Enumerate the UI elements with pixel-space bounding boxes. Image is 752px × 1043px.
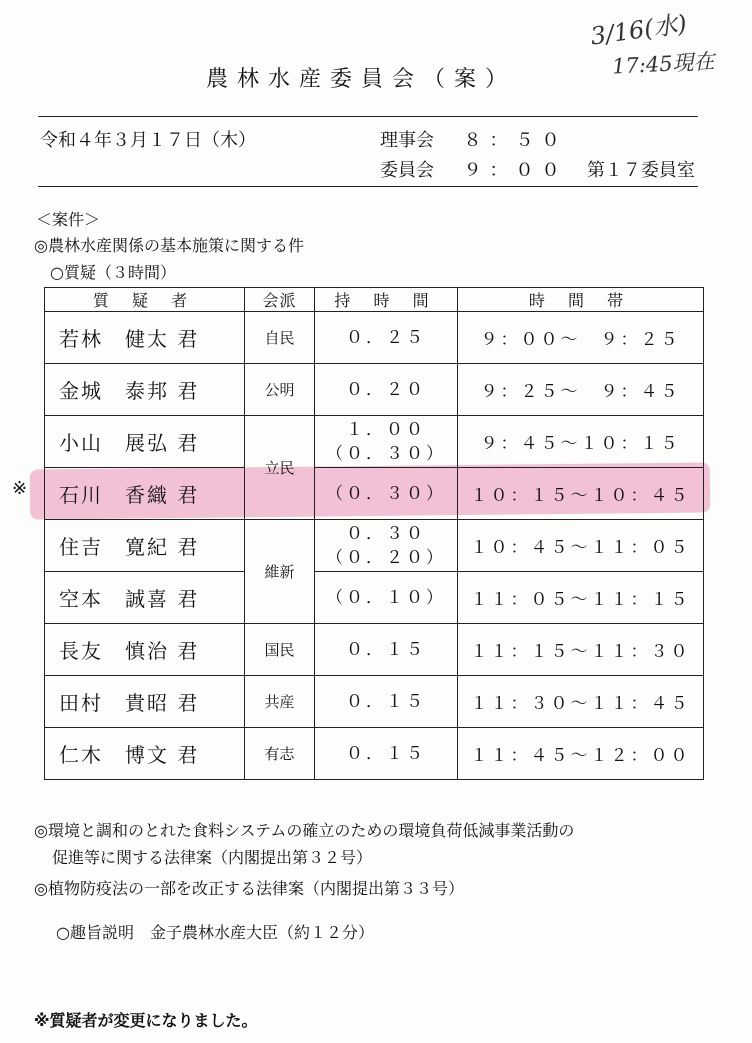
- agenda-label: ＜案件＞: [36, 210, 101, 229]
- bottom-rule: [38, 186, 698, 187]
- time-line: （０．３０）: [326, 483, 446, 504]
- time-band: １０：４５～１１：０５: [458, 520, 704, 572]
- rijikai-line: [380, 126, 567, 152]
- time-band: １１：４５～１２：００: [458, 728, 704, 780]
- agenda-item-2-line1: ◎環境と調和のとれた食料システムの確立のための環境負荷低減事業活動の: [34, 821, 575, 840]
- questioner-name: 石川 香織 君: [45, 468, 245, 520]
- party-cell: 維新: [245, 520, 315, 624]
- questioner-name: 小山 展弘 君: [45, 416, 245, 468]
- allotted-time: [315, 728, 458, 780]
- time-band: １１：３０～１１：４５: [458, 676, 704, 728]
- time-line: ０．１５: [346, 743, 426, 764]
- table-row: [45, 312, 704, 364]
- handwritten-date: 3/16(水): [588, 9, 689, 51]
- questioner-name: 長友 慎治 君: [45, 624, 245, 676]
- party-cell: 自民: [245, 312, 315, 364]
- table-row: [45, 416, 704, 468]
- allotted-time: [315, 364, 458, 416]
- questioner-name: 住吉 寛紀 君: [45, 520, 245, 572]
- header-time: 持 時 間: [315, 288, 458, 312]
- questioner-name: 金城 泰邦 君: [45, 364, 245, 416]
- iinkai-room: 第１７委員室: [586, 160, 695, 181]
- party-cell: 共産: [245, 676, 315, 728]
- change-marker: ※: [12, 478, 28, 499]
- time-line: １．００: [346, 419, 426, 440]
- table-row: [45, 572, 704, 624]
- agenda-item-3: ◎植物防疫法の一部を改正する法律案（内閣提出第３３号）: [34, 879, 464, 898]
- iinkai-label: 委員会: [380, 160, 434, 181]
- time-band: ９：４５～１０：１５: [458, 416, 704, 468]
- time-line: ０．２０: [346, 379, 426, 400]
- table-row: [45, 676, 704, 728]
- time-line: ０．１５: [346, 639, 426, 660]
- header-questioner: 質 疑 者: [45, 288, 245, 312]
- table-row: [45, 364, 704, 416]
- table-row: [45, 728, 704, 780]
- time-band: １１：０５～１１：１５: [458, 572, 704, 624]
- agenda-item-2-line2: 促進等に関する法律案（内閣提出第３２号）: [52, 848, 373, 867]
- iinkai-time: ９：００: [463, 160, 568, 181]
- document-title: 農林水産委員会（案）: [206, 67, 517, 92]
- time-band: １１：１５～１１：３０: [458, 624, 704, 676]
- party-cell: 立民: [245, 416, 315, 520]
- rijikai-time: ８：５０: [463, 130, 568, 151]
- time-line: （０．２０）: [326, 547, 446, 568]
- table-row: [45, 624, 704, 676]
- table-row: [45, 468, 704, 520]
- time-band: ９：００～ ９：２５: [458, 312, 704, 364]
- party-cell: 公明: [245, 364, 315, 416]
- questioner-name: 若林 健太 君: [45, 312, 245, 364]
- question-label: ○質疑（３時間）: [50, 263, 176, 282]
- time-line: ０．３０: [346, 523, 426, 544]
- allotted-time: [315, 624, 458, 676]
- time-line: ０．２５: [346, 327, 426, 348]
- explanation-line: ○趣旨説明 金子農林水産大臣（約１２分）: [56, 923, 374, 942]
- allotted-time: [315, 312, 458, 364]
- meeting-date: 令和４年３月１７日（木）: [40, 130, 256, 151]
- table-header-row: [45, 288, 704, 312]
- questioner-name: 空本 誠喜 君: [45, 572, 245, 624]
- iinkai-line: [380, 156, 695, 182]
- time-line: ０．１５: [346, 691, 426, 712]
- questioner-name: 仁木 博文 君: [45, 728, 245, 780]
- agenda-item-1: ◎農林水産関係の基本施策に関する件: [34, 236, 304, 255]
- handwritten-time: 17:45現在: [611, 49, 716, 79]
- questioner-name: 田村 貴昭 君: [45, 676, 245, 728]
- questioner-table: [44, 287, 704, 780]
- time-line: （０．１０）: [326, 587, 446, 608]
- time-line: （０．３０）: [326, 443, 446, 464]
- allotted-time: [315, 676, 458, 728]
- party-cell: 国民: [245, 624, 315, 676]
- top-rule: [38, 116, 698, 117]
- rijikai-label: 理事会: [380, 130, 434, 151]
- header-band: 時 間 帯: [458, 288, 704, 312]
- time-band: １０：１５～１０：４５: [458, 468, 704, 520]
- party-cell: 有志: [245, 728, 315, 780]
- footnote: ※質疑者が変更になりました。: [34, 1011, 258, 1030]
- table-row: [45, 520, 704, 572]
- allotted-time: [315, 416, 458, 468]
- header-party: 会派: [245, 288, 315, 312]
- allotted-time: [315, 520, 458, 572]
- time-band: ９：２５～ ９：４５: [458, 364, 704, 416]
- allotted-time: [315, 572, 458, 624]
- allotted-time: [315, 468, 458, 520]
